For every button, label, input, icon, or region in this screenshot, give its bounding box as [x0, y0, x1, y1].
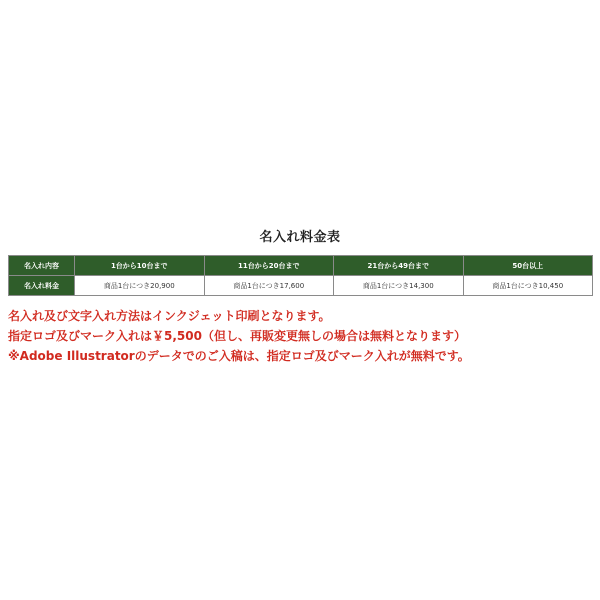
price-cell: 商品1台につき20,900: [75, 276, 205, 296]
table-row: [9, 276, 593, 296]
note-printing-method: 名入れ及び文字入れ方法はインクジェット印刷となります。: [8, 309, 331, 323]
column-header: 1台から10台まで: [75, 256, 205, 276]
price-cell: 商品1台につき17,600: [204, 276, 334, 296]
price-cell: 商品1台につき10,450: [463, 276, 593, 296]
pricing-table: [8, 255, 593, 296]
column-header: 50台以上: [463, 256, 593, 276]
notes-block: [8, 306, 592, 366]
price-cell: 商品1台につき14,300: [334, 276, 464, 296]
page-title: 名入れ料金表: [259, 230, 341, 245]
row-label-fee: 名入れ料金: [9, 276, 75, 296]
column-header: 11台から20台まで: [204, 256, 334, 276]
note-illustrator-free: ※Adobe Illustratorのデータでのご入稿は、指定ロゴ及びマーク入れが無料です。: [8, 349, 470, 363]
note-logo-fee: 指定ロゴ及びマーク入れは￥5,500（但し、再販変更無しの場合は無料となります）: [8, 329, 466, 343]
row-label-content: 名入れ内容: [9, 256, 75, 276]
table-header-row: [9, 256, 593, 276]
column-header: 21台から49台まで: [334, 256, 464, 276]
